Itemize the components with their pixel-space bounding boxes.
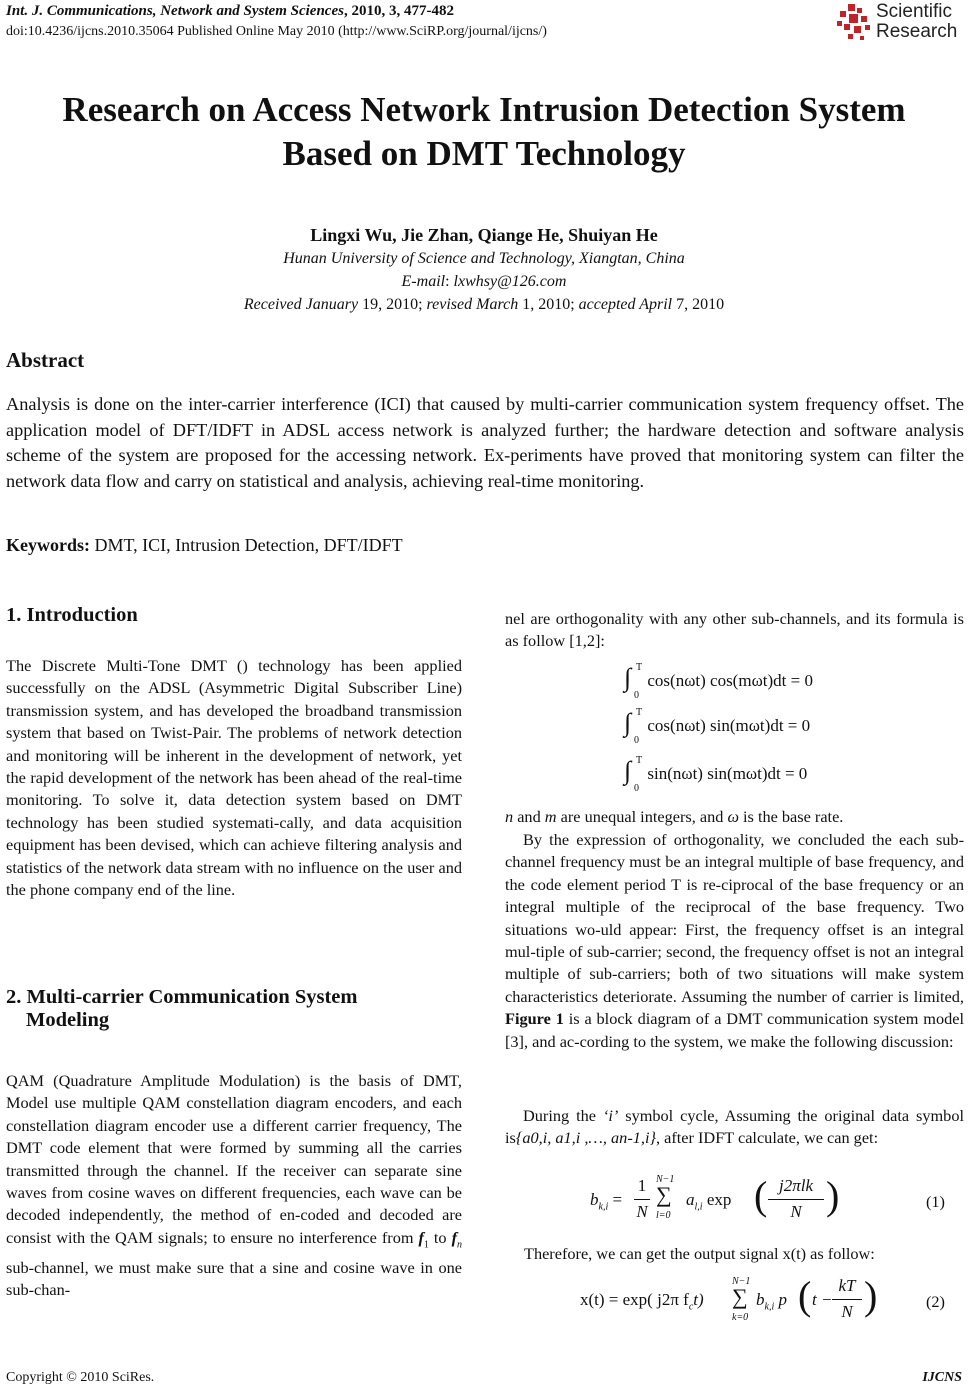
keywords: [6, 535, 403, 556]
para2-text-b: is a block diagram of a DMT communication system model [3], and ac-cording to the system, we make the following discussion:: [505, 1009, 964, 1051]
abstract-text: Analysis is done on the inter-carrier interference (ICI) that caused by multi-carrier communication system frequency offset. The application model of DFT/IDFT in ADSL access network is analyzed further; the hardware detection and software analysis scheme of the system are proposed for the accessing network. Ex-periments have proved that monitoring system can filter the network data flow and carry on statistical and analysis, achieving real-time monitoring.: [6, 394, 964, 491]
int-upper-a: T: [636, 662, 643, 673]
eq2-lhs: x(t) = exp( j2π f: [580, 1290, 689, 1309]
section-1-body: The Discrete Multi-Tone DMT () technology has been applied successfully on the ADSL (Asymmetric Digital Subscriber Line) transmission system, and has developed the broadband transmission system that based on Twist-Pair. The problems of network detection and monitoring will be inherent in the development of network, yet the rapid development of the network has been ahead of the real-time monitoring. To solve it, data detection system based on DMT technology has been studied systemati-cally, and data acquisition equipment has been devised, which can achieve filtering analysis and statistics of the network data stream with no influence on the user and the phone company end of the line.: [6, 656, 462, 900]
section-2-heading-line-1: 2. Multi-carrier Communication System: [6, 986, 358, 1008]
equation-2-number: (2): [926, 1292, 945, 1311]
eq1-frac-num: 1: [637, 1176, 647, 1195]
eq1-a: a: [686, 1190, 695, 1209]
eq2-sum-lower: k=0: [732, 1312, 749, 1323]
output-signal-sentence: Therefore, we can get the output signal x(t) as follow:: [524, 1244, 875, 1263]
eq1-paren-close: ): [826, 1173, 840, 1218]
section-2-text-to: to: [428, 1227, 452, 1247]
eq1-sum-upper: N−1: [656, 1174, 675, 1185]
int-lower-b: 0: [634, 735, 639, 746]
logo-word-scientific: Scientific: [876, 1, 953, 22]
equation-orth-a-body: cos(nωt) cos(mωt)dt = 0: [647, 671, 813, 690]
eq2-frac-den: N: [841, 1302, 853, 1321]
eq1-lhs-sub: k,i: [598, 1201, 609, 1213]
eq1-frac-bar: [634, 1199, 650, 1200]
symbol-n: n: [505, 807, 514, 826]
symbol-omega: ω: [727, 807, 739, 826]
affiliation: Hunan University of Science and Technology, Xiangtan, China: [283, 250, 685, 267]
eq1-sum-lower: l=0: [656, 1210, 671, 1221]
revised-label: revised March: [426, 296, 519, 313]
eq2-t: t): [693, 1290, 704, 1309]
int-upper-c: T: [636, 755, 643, 766]
authors: Lingxi Wu, Jie Zhan, Qiange He, Shuiyan He: [310, 225, 658, 245]
journal-header: [6, 3, 454, 20]
eq1-arg-num: j2πlk: [778, 1176, 813, 1195]
logo-mark-icon: [834, 2, 874, 46]
nm-text: are unequal integers, and: [556, 807, 728, 826]
para2-text-a: By the expression of orthogonality, we concluded the each sub-channel frequency must be an integral multiple of base frequency, and the code element period T is re-ciprocal of the base frequency or an integral multiple of the reciprocal of the base frequency. Two situations wo-uld appear: First, the frequency offset is an integral mul-tiple of sub-carrier; second, the frequency offset is not an integral multiple of sub-carriers; both of two situations will make system characteristics deteriorate. Assuming the number of carrier is limited,: [505, 830, 964, 1006]
eq2-sum-upper: N−1: [732, 1276, 751, 1287]
right-col-continuation: nel are orthogonality with any other sub-channels, and its formula is as follow [1,2]:: [505, 609, 964, 651]
section-2-text-a: QAM (Quadrature Amplitude Modulation) is the basis of DMT, Model use multiple QAM constellation diagram encoders, and each constellation diagram encoder use a different carrier frequency, The DMT code element that were formed by summing all the carries transmitted through the channel. If the receiver can separate sine waves from cosine waves on different frequencies, each wave can be decoded independently, the method of en-coded and decoded are consist with the QAM signals; to ensure no interference from: [6, 1071, 462, 1247]
figure-1-ref: Figure 1: [505, 1009, 564, 1029]
equation-orth-a: ∫ T 0 cos(nωt) cos(mωt)dt = 0: [624, 662, 813, 701]
fn-subscript: n: [457, 1239, 462, 1251]
int-lower-a: 0: [634, 690, 639, 701]
equation-orth-c: ∫ T 0 sin(nωt) sin(mωt)dt = 0: [624, 755, 808, 794]
equation-1-number: (1): [926, 1192, 945, 1211]
section-2-body: [6, 1070, 462, 1301]
section-2-heading: [6, 986, 357, 1032]
received-label: Received January: [243, 296, 359, 313]
email-address: lxwhsy@126.com: [453, 273, 567, 290]
accepted-date: 7, 2010: [672, 296, 725, 313]
logo-word-research: Research: [876, 21, 958, 42]
accepted-label: accepted April: [578, 296, 673, 313]
equation-2: [580, 1272, 920, 1328]
eq1-exp: exp: [706, 1190, 732, 1209]
email-line: E-mail: lxwhsy@126.com: [401, 273, 567, 290]
symbol-cycle-paragraph: [505, 1105, 964, 1150]
abstract-heading: Abstract: [6, 348, 85, 372]
publisher-logo: [834, 2, 962, 48]
journal-volume: , 2010, 3, 477-482: [343, 3, 454, 19]
int-upper-b: T: [636, 707, 643, 718]
equation-1: $b_{k,i}$ = 1 N N−1 ∑ l=0 $a_{l,i}$ exp ( j2πlk N ): [590, 1173, 840, 1221]
dates-line: [0, 296, 968, 314]
symbol-i: ‘i’: [602, 1106, 619, 1125]
int-lower-c: 0: [634, 783, 639, 794]
para3-text-c: , after IDFT calculate, we can get:: [655, 1128, 879, 1148]
orthogonality-paragraph: [505, 829, 964, 1053]
eq2-p: p: [778, 1290, 787, 1309]
copyright: Copyright © 2010 SciRes.: [6, 1370, 155, 1385]
eq2-c-sub: c: [688, 1301, 694, 1313]
title-line-2: Based on DMT Technology: [282, 134, 686, 173]
equation-orth-b: ∫ T 0 cos(nωt) sin(mωt)dt = 0: [624, 707, 811, 746]
eq2-sum-sign: ∑: [732, 1284, 748, 1309]
footer-journal: IJCNS: [922, 1370, 962, 1385]
eq2-frac-bar: [832, 1299, 862, 1300]
eq2-t-minus: t −: [812, 1290, 833, 1309]
eq1-sum-sign: ∑: [656, 1182, 672, 1207]
paper-title: [0, 88, 968, 176]
keywords-value: DMT, ICI, Intrusion Detection, DFT/IDFT: [90, 535, 403, 555]
para3-text-b: symbol cycle, Assuming the original data symbol is: [505, 1106, 964, 1148]
nm-end: is the base rate.: [738, 807, 844, 826]
f1-symbol: f: [418, 1227, 424, 1247]
received-date: 19, 2010;: [358, 296, 427, 313]
eq1-frac-den: N: [636, 1202, 648, 1221]
email-label: E-mail: [401, 273, 446, 290]
journal-name: Int. J. Communications, Network and System Sciences: [6, 3, 344, 19]
nm-sentence: [505, 806, 964, 828]
nm-and: and: [513, 807, 545, 826]
eq2-b: b: [756, 1290, 765, 1309]
para3-text-a: During the: [523, 1106, 603, 1125]
eq2-paren-close: ): [864, 1273, 878, 1318]
keywords-label: Keywords:: [6, 535, 90, 555]
f1-subscript: 1: [423, 1239, 429, 1251]
fn-symbol: f: [451, 1227, 457, 1247]
section-1-heading: 1. Introduction: [6, 604, 138, 626]
equation-orth-b-body: cos(nωt) sin(mωt)dt = 0: [647, 716, 811, 735]
doi-line: doi:10.4236/ijcns.2010.35064 Published Online May 2010 (http://www.SciRP.org/journal/ijcns/): [6, 24, 547, 39]
eq1-arg-den: N: [790, 1202, 802, 1221]
section-2-text-b: sub-channel, we must make sure that a sine and cosine wave in one sub-chan-: [6, 1257, 462, 1299]
data-symbol-set: {a0,i, a1,i ,…, an-1,i}: [515, 1128, 656, 1148]
eq2-b-sub: k,i: [764, 1301, 775, 1313]
symbol-m: m: [544, 807, 557, 826]
eq1-lhs: b: [590, 1190, 599, 1209]
revised-date: 1, 2010;: [518, 296, 579, 313]
eq1-arg-bar: [768, 1199, 824, 1200]
title-line-1: Research on Access Network Intrusion Detection System: [62, 90, 906, 129]
eq1-paren-open: (: [754, 1173, 768, 1218]
equation-orth-c-body: sin(nωt) sin(mωt)dt = 0: [647, 764, 808, 783]
eq1-a-sub: l,i: [694, 1201, 703, 1213]
eq2-frac-num: kT: [838, 1276, 856, 1295]
section-2-heading-line-2: Modeling: [26, 1009, 110, 1031]
eq2-paren-open: (: [798, 1273, 812, 1318]
